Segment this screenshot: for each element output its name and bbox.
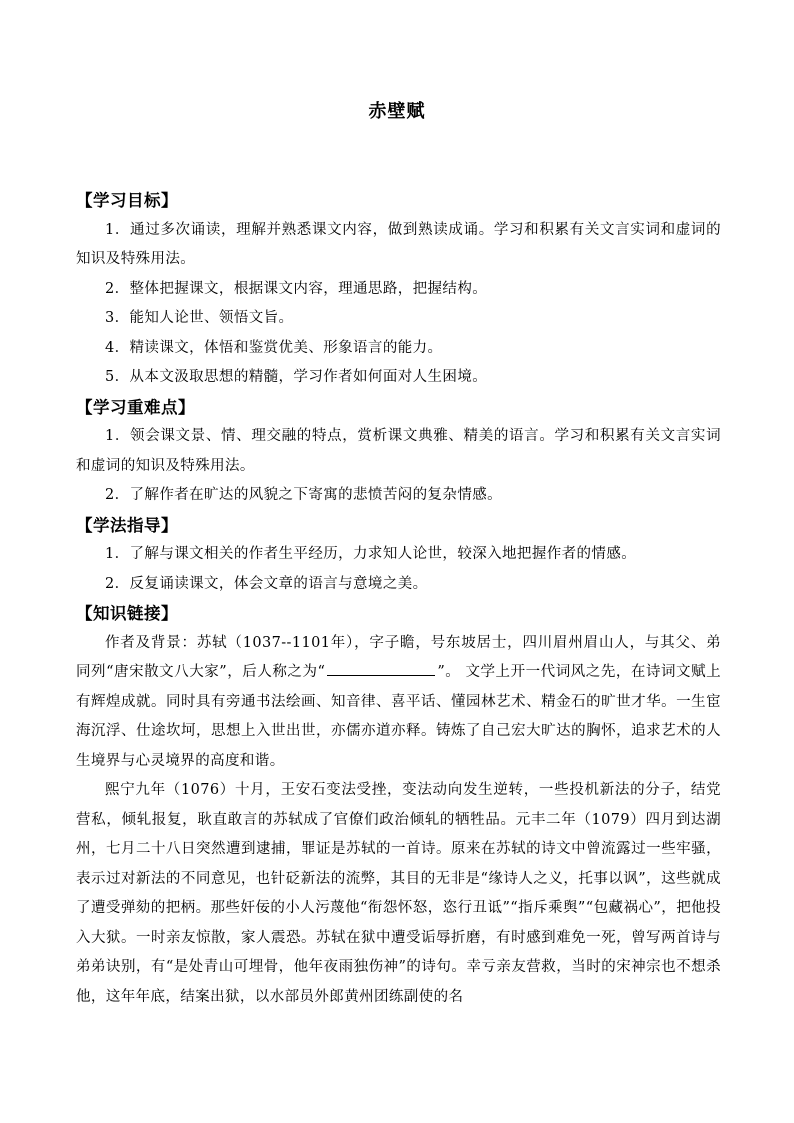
paragraph-text-after-blank: ”。 文学上开一代词风之先，在诗词文赋上有辉煌成就。同时具有旁通书法绘画、知音律、喜平话、懂园林艺术、精金石的旷世才华。一生宦海沉浮、仕途坎坷，思想上入世出世，亦儒亦道亦释。铸炼了自己宏大旷达的胸怀，追求艺术的人生境界与心灵境界的高度和谐。 xyxy=(76,664,722,769)
list-item: 4．精读课文，体悟和鉴赏优美、形象语言的能力。 xyxy=(105,339,443,356)
section-study-guidance xyxy=(76,511,721,600)
document-title: 赤壁赋 xyxy=(368,101,426,122)
section-knowledge-link xyxy=(76,599,721,1012)
list-item: 2．整体把握课文，根据课文内容，理通思路，把握结构。 xyxy=(105,280,488,297)
section-learning-goals xyxy=(76,186,721,393)
section-key-difficulties xyxy=(76,393,721,511)
paragraph-text-before-blank: 作者及背景：苏轼（1037--1101年），字子瞻，号东坡居士，四川眉州眉山人，与其父、弟同列“唐宋散文八大家”，后人称之为“ xyxy=(76,634,721,680)
fill-in-blank xyxy=(327,659,435,676)
list-item: 5．从本文汲取思想的精髓，学习作者如何面对人生困境。 xyxy=(105,369,488,385)
list-item: 3．能知人论世、领悟文旨。 xyxy=(105,310,294,326)
list-item: 2．了解作者在旷达的风貌之下寄寓的悲愤苦闷的复杂情感。 xyxy=(105,487,503,503)
section-heading: 【学法指导】 xyxy=(76,515,178,535)
author-background-paragraph xyxy=(76,629,721,777)
historical-background-paragraph: 熙宁九年（1076）十月，王安石变法受挫，变法动向发生逆转，一些投机新法的分子，结党营私，倾轧报复，耿直敢言的苏轼成了官僚们政治倾轧的牺牲品。元丰二年（1079）四月到达湖州，七月二十八日突然遭到逮捕，罪证是苏轼的一首诗。原来在苏轼的诗文中曾流露过一些牢骚，表示过对新法的不同意见，也针砭新法的流弊，其目的无非是“缘诗人之义，托事以讽”，这些就成了遭受弹劾的把柄。那些奸佞的小人污蔑他“衔怨怀怒，恣行丑诋”“指斥乘舆”“包藏祸心”，把他投入大狱。一时亲友惊散，家人震恐。苏轼在狱中遭受诟辱折磨，有时感到难免一死，曾写两首诗与弟弟诀别，有“是处青山可埋骨，他年夜雨独伤神”的诗句。幸亏亲友营救，当时的宋神宗也不想杀他，这年年底，结案出狱，以水部员外郎黄州团练副使的名 xyxy=(76,782,721,1005)
list-item: 1．了解与课文相关的作者生平经历，力求知人论世，较深入地把握作者的情感。 xyxy=(105,546,637,562)
list-item: 2．反复诵读课文，体会文章的语言与意境之美。 xyxy=(105,575,428,592)
section-heading: 【知识链接】 xyxy=(76,604,178,623)
section-heading: 【学习目标】 xyxy=(76,191,178,210)
list-item: 1．领会课文景、情、理交融的特点，赏析课文典雅、精美的语言。学习和积累有关文言实词和虚词的知识及特殊用法。 xyxy=(76,428,721,474)
document-body xyxy=(76,186,721,1012)
section-heading: 【学习重难点】 xyxy=(76,397,195,417)
list-item: 1．通过多次诵读，理解并熟悉课文内容，做到熟读成诵。学习和积累有关文言实词和虚词的知识及特殊用法。 xyxy=(76,221,721,267)
